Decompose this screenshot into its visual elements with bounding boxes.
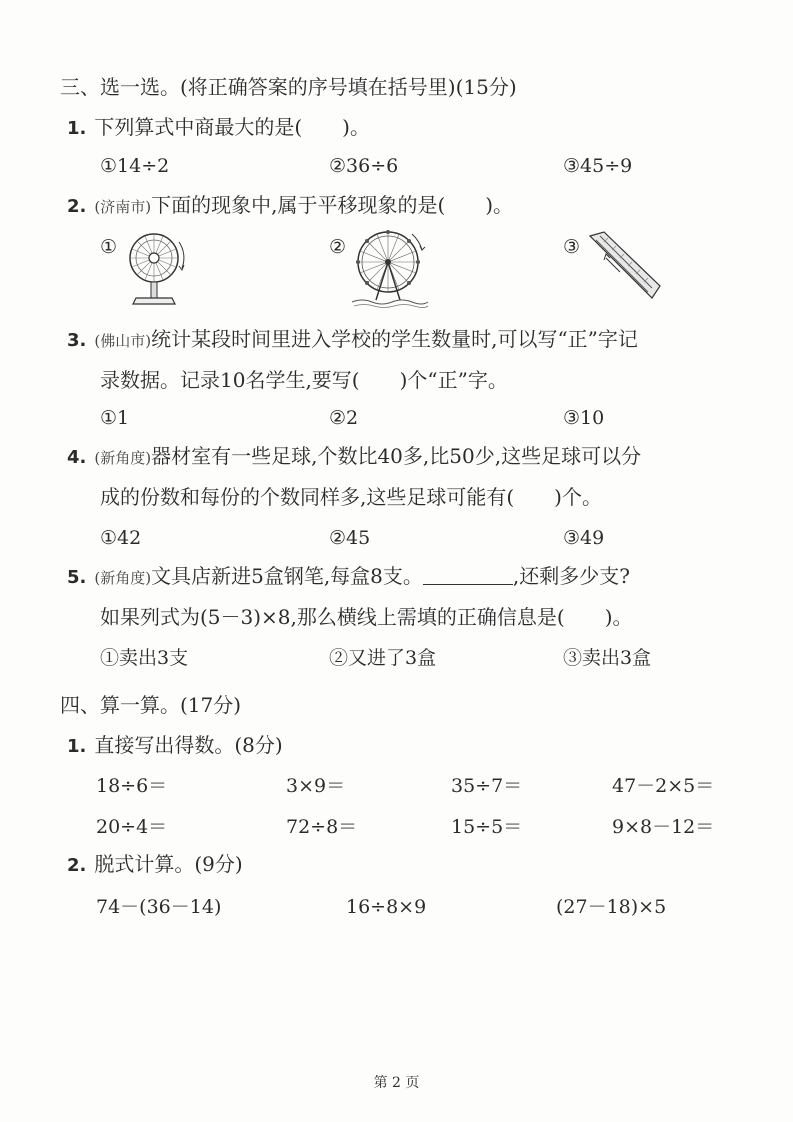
q3-option-1: ①1 bbox=[100, 407, 130, 429]
question-text: 下面的现象中,属于平移现象的是( )。 bbox=[151, 193, 514, 217]
question-text: 直接写出得数。(8分) bbox=[94, 733, 283, 757]
calc-item: 47－2×5＝ bbox=[612, 775, 715, 797]
page-number: 第 2 页 bbox=[373, 1075, 420, 1091]
question-5 bbox=[67, 563, 630, 591]
q4-option-1: ①42 bbox=[100, 527, 142, 549]
q2-option-2: ② bbox=[329, 236, 347, 258]
section-4-title: 四、算一算。(17分) bbox=[60, 693, 242, 717]
question-5-continued: 如果列式为(5－3)×8,那么横线上需填的正确信息是( )。 bbox=[100, 605, 633, 629]
question-text: 统计某段时间里进入学校的学生数量时,可以写“正”字记 bbox=[151, 327, 638, 351]
question-number: 1. bbox=[67, 736, 87, 757]
question-source-tag: (济南市) bbox=[94, 198, 152, 216]
calc-item: 9×8－12＝ bbox=[612, 816, 715, 838]
q1-option-1: ①14÷2 bbox=[100, 155, 170, 177]
calc-item: 35÷7＝ bbox=[451, 775, 523, 797]
section-3-title: 三、选一选。(将正确答案的序号填在括号里)(15分) bbox=[60, 75, 517, 99]
q2-option-1: ① bbox=[100, 236, 118, 258]
question-number: 5. bbox=[67, 567, 87, 588]
q4-option-3: ③49 bbox=[563, 527, 605, 549]
question-number: 2. bbox=[67, 855, 87, 876]
q5-option-1: ①卖出3支 bbox=[100, 647, 189, 669]
question-4-continued: 成的份数和每份的个数同样多,这些足球可能有( )个。 bbox=[100, 485, 602, 509]
question-3-continued: 录数据。记录10名学生,要写( )个“正”字。 bbox=[100, 368, 508, 392]
q4-option-2: ②45 bbox=[329, 527, 371, 549]
stepwise-item: 16÷8×9 bbox=[346, 896, 427, 918]
question-text-end: ,还剩多少支? bbox=[512, 564, 630, 588]
stepwise-item: 74－(36－14) bbox=[96, 896, 222, 918]
question-4 bbox=[67, 443, 641, 471]
q1-option-3: ③45÷9 bbox=[563, 155, 633, 177]
question-number: 4. bbox=[67, 447, 87, 468]
q3-option-3: ③10 bbox=[563, 407, 605, 429]
calc-question-2 bbox=[67, 851, 243, 879]
question-text: 器材室有一些足球,个数比40多,比50少,这些足球可以分 bbox=[151, 444, 642, 468]
q5-option-2: ②又进了3盒 bbox=[329, 647, 437, 669]
question-number: 2. bbox=[67, 196, 87, 217]
calc-item: 72÷8＝ bbox=[286, 816, 358, 838]
ferris-wheel-icon bbox=[350, 226, 430, 308]
question-1 bbox=[67, 114, 370, 142]
calc-item: 3×9＝ bbox=[286, 775, 346, 797]
calc-item: 18÷6＝ bbox=[96, 775, 168, 797]
answer-blank-line bbox=[423, 564, 513, 585]
calc-item: 15÷5＝ bbox=[451, 816, 523, 838]
question-2 bbox=[67, 192, 513, 220]
q1-option-2: ②36÷6 bbox=[329, 155, 399, 177]
question-number: 1. bbox=[67, 118, 87, 139]
question-3 bbox=[67, 326, 638, 354]
question-text: 脱式计算。(9分) bbox=[94, 852, 243, 876]
question-number: 3. bbox=[67, 330, 87, 351]
question-source-tag: (新角度) bbox=[94, 449, 152, 467]
calc-question-1 bbox=[67, 732, 283, 760]
question-source-tag: (佛山市) bbox=[94, 332, 152, 350]
question-text: 下列算式中商最大的是( )。 bbox=[94, 115, 370, 139]
question-source-tag: (新角度) bbox=[94, 569, 152, 587]
calc-item: 20÷4＝ bbox=[96, 816, 168, 838]
escalator-icon bbox=[586, 228, 664, 302]
question-text: 文具店新进5盒钢笔,每盒8支。 bbox=[151, 564, 423, 588]
fan-icon bbox=[124, 228, 186, 308]
q2-option-3: ③ bbox=[563, 236, 581, 258]
q5-option-3: ③卖出3盒 bbox=[563, 647, 652, 669]
q3-option-2: ②2 bbox=[329, 407, 359, 429]
stepwise-item: (27－18)×5 bbox=[556, 896, 667, 918]
